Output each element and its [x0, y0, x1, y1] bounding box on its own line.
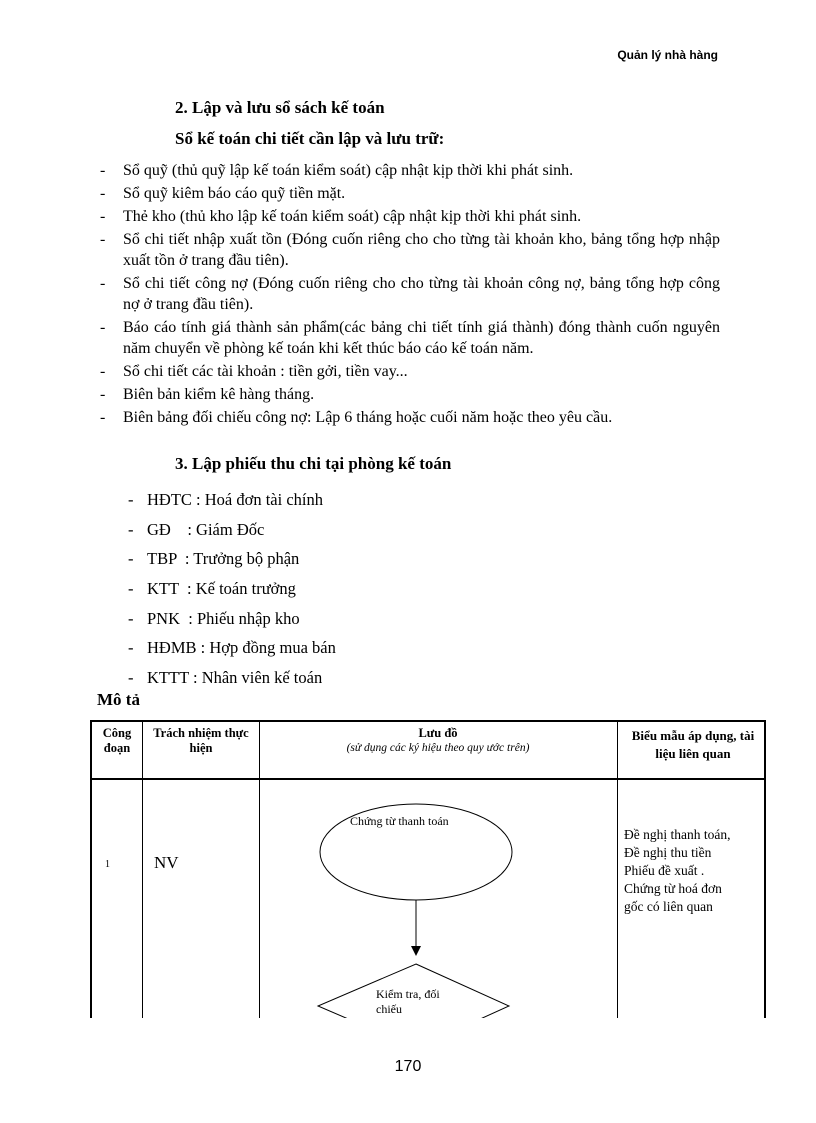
forms-line: Chứng từ hoá đơn [624, 881, 722, 896]
ledger-list [100, 160, 720, 430]
description-label: Mô tả [97, 690, 140, 709]
forms-line: Phiếu đề xuất . [624, 863, 705, 878]
page-number: 170 [394, 1058, 422, 1075]
list-item: - Sổ quỹ kiêm báo cáo quỹ tiền mặt. [100, 185, 346, 202]
list-item: - Thẻ kho (thủ kho lập kế toán kiểm soát) cập nhật kịp thời khi phát sinh. [100, 208, 582, 225]
col-header-flowchart: Lưu đồ [418, 726, 458, 740]
ellipse-label: Chứng từ thanh toán [350, 814, 449, 828]
list-item: - Biên bảng đối chiếu công nợ: Lập 6 tháng hoặc cuối năm hoặc theo yêu cầu. [100, 409, 613, 426]
col-header-stage: Công đoạn [102, 726, 132, 755]
stage-number: 1 [105, 859, 110, 870]
forms-line: gốc có liên quan [624, 899, 713, 914]
responsible-value: NV [154, 853, 179, 872]
procedure-table [90, 720, 766, 1018]
arrow-down-icon [411, 946, 421, 956]
col-header-forms: Biểu mẫu áp dụng, tài liệu liên quan [631, 728, 755, 761]
col-header-flowchart-note: (sử dụng các ký hiệu theo quy ước trên) [346, 742, 530, 754]
list-item: - Biên bản kiểm kê hàng tháng. [100, 386, 315, 403]
section-3-heading: 3. Lập phiếu thu chi tại phòng kế toán [175, 454, 452, 473]
col-header-responsible: Trách nhiệm thực hiện [153, 726, 249, 755]
forms-line: Đề nghị thu tiền [624, 845, 712, 860]
list-item: - Sổ chi tiết công nợ (Đóng cuốn riêng cho cho từng tài khoản công nợ, bảng tổng hợp công nợ ở trang đầu tiên). [100, 275, 720, 313]
section-2-subheading: Sổ kế toán chi tiết cần lập và lưu trữ: [175, 129, 445, 148]
list-item: - Sổ chi tiết các tài khoản : tiền gởi, tiền vay... [100, 363, 408, 380]
forms-list [624, 826, 764, 916]
running-header: Quản lý nhà hàng [617, 48, 718, 62]
forms-line: Đề nghị thanh toán, [624, 827, 731, 842]
list-item: - Báo cáo tính giá thành sản phẩm(các bảng chi tiết tính giá thành) đóng thành cuốn nguyên năm chuyển về phòng kế toán khi kết thúc báo cáo kế toán năm. [100, 319, 720, 357]
list-item: - Sổ chi tiết nhập xuất tồn (Đóng cuốn riêng cho cho từng tài khoản kho, bảng tổng hợp nhập xuất tồn ở trang đầu tiên). [100, 231, 720, 269]
diamond-label: Kiểm tra, đối chiếu [376, 987, 440, 1016]
list-item: - Sổ quỹ (thủ quỹ lập kế toán kiểm soát) cập nhật kịp thời khi phát sinh. [100, 162, 574, 179]
section-2-heading: 2. Lập và lưu sổ sách kế toán [175, 98, 385, 117]
